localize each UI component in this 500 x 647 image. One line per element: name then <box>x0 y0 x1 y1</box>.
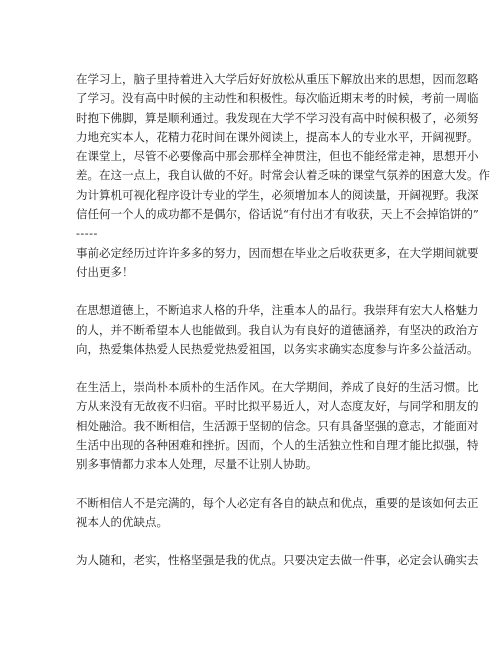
text-line: 在课堂上，尽管不必要像高中那会那样全神贯注，但也不能经常走神，思想开小 <box>76 149 479 164</box>
text-line: 时抱下佛脚，算是顺利通过。我发现在大学不学习没有高中时候积极了，必须努 <box>76 110 479 125</box>
text-line: 付出更多！ <box>76 264 134 279</box>
text-line: 为人随和，老实，性格坚强是我的优点。只要决定去做一件事，必定会认确实去 <box>76 553 479 568</box>
text-line: 别多事情都力求本人处理，尽量不让别人协助。 <box>76 457 318 472</box>
paragraph-self-view <box>76 494 479 533</box>
text-line: 力地充实本人，花精力花时间在课外阅读上，提高本人的专业水平，开阔视野。 <box>76 129 479 144</box>
text-line: 为计算机可视化程序设计专业的学生，必须增加本人的阅读量，开阔视野。我深 <box>76 187 479 202</box>
text-line: 差。在这一点上，我自认做的不好。时常会认着乏味的课堂气氛养的困意大发。作 <box>76 168 490 183</box>
paragraph-personality <box>76 551 479 570</box>
text-line: 事前必定经历过许许多多的努力，因而想在毕业之后收获更多，在大学期间就要 <box>76 245 479 260</box>
text-line: 生活中出现的各种困难和挫折。因而，个人的生活独立性和自理才能比拟强，特 <box>76 438 479 453</box>
text-line: 视本人的优缺点。 <box>76 514 168 529</box>
text-line: 在思想道德上，不断追求人格的升华，注重本人的品行。我崇拜有宏大人格魅力 <box>76 303 479 318</box>
document-page <box>76 70 490 590</box>
text-line: 不断相信人不是完满的，每个人必定有各自的缺点和优点，重要的是该如何去正 <box>76 495 479 510</box>
dash-separator: ----- <box>76 226 98 241</box>
text-line: 在生活上，崇尚朴本质朴的生活作风。在大学期间，养成了良好的生活习惯。比 <box>76 380 479 395</box>
text-line: 的人，并不断希望本人也能做到。我自认为有良好的道德涵养，有坚决的政治方 <box>76 322 479 337</box>
text-line: 在学习上，脑子里持着进入大学后好好放松从重压下解放出来的思想，因而忽略 <box>76 72 479 86</box>
text-line: 信任何一个人的成功都不是偶尔，俗话说“有付出才有收获，天上不会掉馅饼的” <box>76 207 479 222</box>
paragraph-study <box>76 70 490 282</box>
text-line: 向，热爱集体热爱人民热爱党热爱祖国，以务实求确实态度参与许多公益活动。 <box>76 341 479 356</box>
paragraph-life <box>76 378 479 474</box>
text-line: 了学习。没有高中时候的主动性和积极性。每次临近期末考的时候，考前一周临 <box>76 91 479 106</box>
text-line: 相处融洽。我不断相信，生活源于坚韧的信念。只有具备坚强的意志，才能面对 <box>76 418 479 433</box>
text-line: 方从来没有无故夜不归宿。平时比拟平易近人，对人态度友好，与同学和朋友的 <box>76 399 479 414</box>
paragraph-morality <box>76 301 479 359</box>
